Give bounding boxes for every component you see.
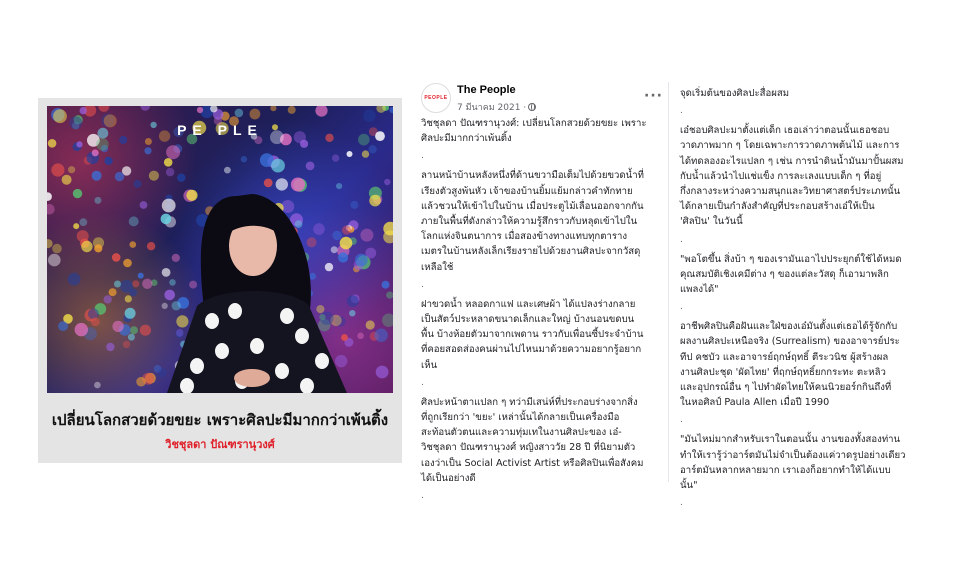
right-paragraph: "มันไหม่มากสำหรับเราในตอนนั้น งานของทั้งสองท่าน ทำให้เรารู้ว่าอาร์ตมันไม่จำเป็นต้องแค่วาดรูปอย่างเดียว อาร์ตมันหลากหลายมาก เราเองก็อยากทำให้ได้แบบ นั้น" (680, 434, 906, 492)
paragraph-separator: . (421, 279, 424, 290)
paragraph-separator: . (421, 491, 424, 502)
paragraph-separator: . (421, 151, 424, 162)
post-header (421, 82, 669, 116)
post (421, 82, 669, 508)
right-paragraph: เอ๋ชอบศิลปะมาตั้งแต่เด็ก เธอเล่าว่าตอนนั้นเธอชอบ วาดภาพมาก ๆ โดยเฉพาะการวาดภาพต้นไม้ และการ ได้ทดลองอะไรแปลก ๆ เช่น การนำดินน้ำมันมาปั้นผสม กับน้ำแล้วนำไปแช่แข็ง การละเลงแบบเด็ก ๆ ที่อยู่ กึ่งกลางระหว่างความสนุกและวิทยาศาสตร์ประเภทนั้น ได้กลายเป็นกำลังสำคัญที่ประกอบสร้างเอ๋ให้เป็น 'ศิลปิน' ในวันนี้ (680, 125, 904, 228)
paragraph-separator: . (680, 302, 683, 313)
paragraph-separator: . (680, 106, 683, 117)
post-paragraph: ศิลปะหน้าตาแปลก ๆ ทว่ามีเสน่ห์ที่ประกอบร่างจากสิ่ง ที่ถูกเรียกว่า 'ขยะ' เหล่านั้นได้กลายเป็นเครื่องมือ สะท้อนตัวตนและความทุ่มเทในงานศิลปะของ เอ๋- วิชชุลดา ปัณฑรานุวงศ์ หญิงสาววัย 28 ปี ที่นิยามตัว เองว่าเป็น Social Activist Artist หรือศิลปินเพื่อสังคม ได้เป็นอย่างดี (421, 396, 644, 484)
right-paragraph: จุดเริ่มต้นของศิลปะสื่อผสม (680, 88, 790, 99)
globe-icon (528, 103, 536, 111)
more-options-button[interactable]: ··· (644, 88, 663, 104)
right-paragraph: อาชีพศิลปินคือฝันและใฝ่ของเอ๋มันตั้งแต่เธอได้รู้จักกับ ผลงานศิลปะเหนือจริง (Surrealism) ของอาจารย์ประ ทีป คชบัว และอาจารย์ฤกษ์ฤทธิ์ ตีระวนิช ผู้สร้างผล งานศิลปะชุด 'ผัดไทย' ที่ฤกษ์ฤทธิ์ยกกระทะ ตะหลิว และอุปกรณ์อื่น ๆ ไปทำผัดไทยให้คนนิวยอร์กกินถึงที่ ในหอศิลป์ Paula Allen เมื่อปี 1990 (680, 321, 900, 409)
post-paragraph: ฝาขวดน้ำ หลอดกาแฟ และเศษผ้า ได้แปลงร่างกลาย เป็นสัตว์ประหลาดขนาดเล็กและใหญ่ บ้างนอนขดบน พื้น บ้างห้อยตัวมาจากเพดาน ราวกับเพื่อนซี้ประจำบ้าน ที่คอยสอดส่องคนผ่านไปไหนมาด้วยความอยากรู้อยาก เห็น (421, 298, 644, 371)
right-paragraph: "พอโตขึ้น สิ่งบ้า ๆ ของเรามันเอาไปประยุกต์ใช้ได้หมด คุณสมบัติเชิงเคมีต่าง ๆ ของแต่ละวัสดุ ก็เอามาพลิก แพลงได้" (680, 253, 902, 296)
image-headline: เปลี่ยนโลกสวยด้วยขยะ เพราะศิลปะมีมากกว่าเพ้นติ้ง (51, 411, 389, 429)
continued-text (680, 86, 942, 509)
column-divider (668, 82, 669, 482)
paragraph-separator: . (680, 234, 683, 245)
photo-scene (47, 106, 393, 393)
paragraph-separator: . (680, 498, 683, 509)
post-date[interactable] (457, 100, 536, 114)
post-paragraph: วิชชุลดา ปัณฑรานุวงศ์: เปลี่ยนโลกสวยด้วยขยะ เพราะ ศิลปะมีมากกว่าเพ้นติ้ง (421, 118, 647, 145)
paragraph-separator: . (421, 377, 424, 388)
post-body-continued (680, 86, 942, 515)
post-body (421, 116, 669, 502)
page-avatar[interactable]: PEOPLE (421, 83, 451, 113)
page-name-link[interactable]: The People (457, 84, 516, 96)
post-date-text: 7 มีนาคม 2021 · (457, 103, 527, 113)
post-image-card[interactable] (38, 98, 402, 463)
brand-logo: PE PLE (177, 122, 263, 138)
image-byline: วิชชุลดา ปัณฑรานุวงศ์ (165, 438, 275, 451)
post-paragraph: ลานหน้าบ้านหลังหนึ่งที่ด้านขวามือเต็มไปด้วยขวดน้ำที่ เรียงตัวสูงพ้นหัว เจ้าของบ้านยิ้มแย้มกล่าวคำทักทาย แล้วชวนให้เข้าไปในบ้าน เมื่อประตูไม้เลื่อนออกจากกัน ภายในพื้นที่ดังกล่าวให้ความรู้สึกราวกับหลุดเข้าไปใน โลกแห่งจินตนาการ เมื่อสองข้างทางแทบทุกตาราง เมตรในบ้านหลังเล็กเรียงรายไปด้วยงานศิลปะจากวัสดุ เหลือใช้ (421, 170, 644, 273)
paragraph-separator: . (680, 415, 683, 426)
artist-photo (47, 106, 393, 393)
